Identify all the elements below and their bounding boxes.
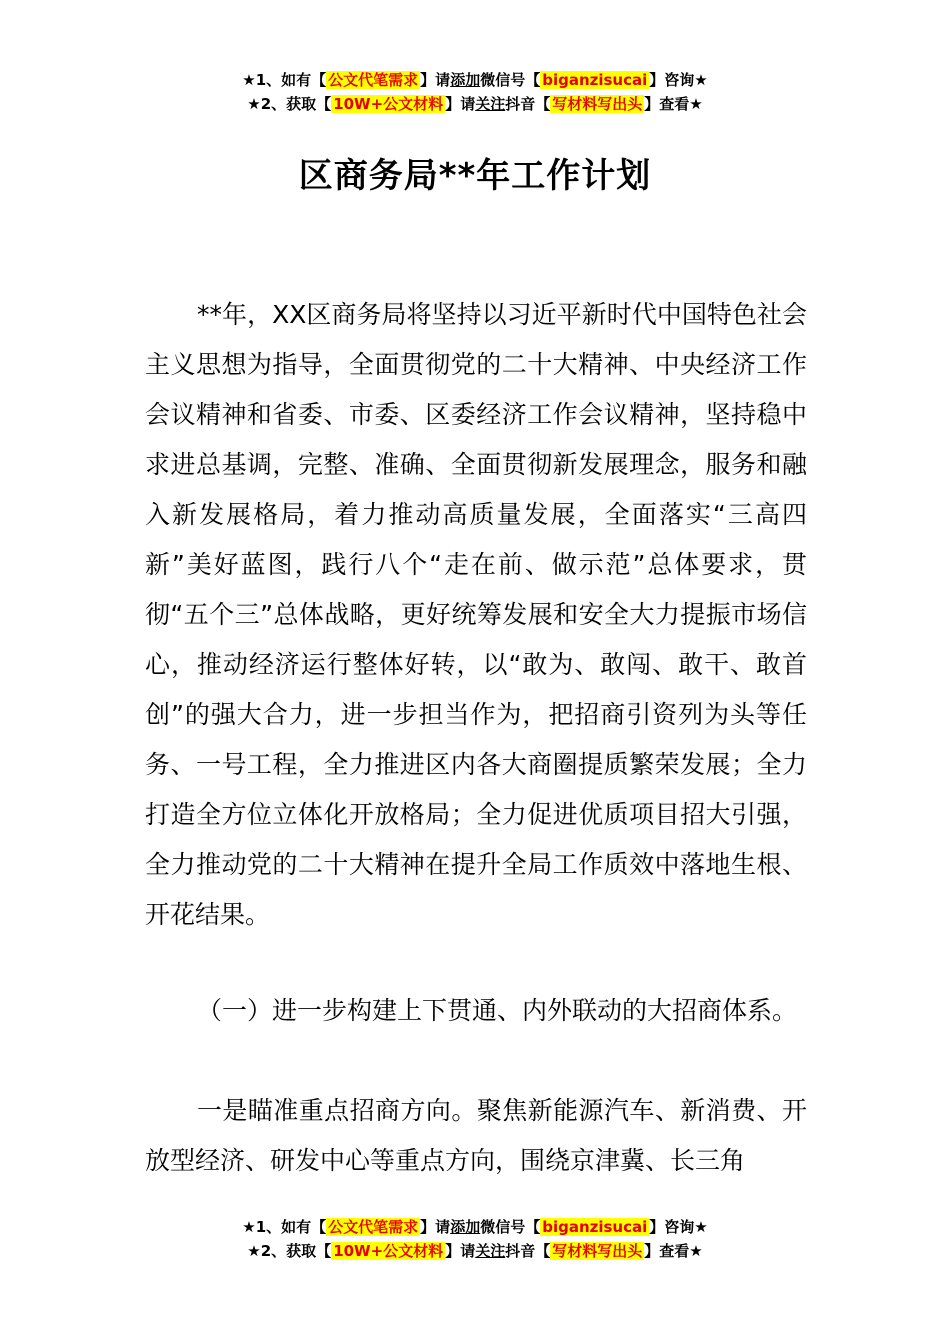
highlight-ghostwriting: 公文代笔需求 <box>328 1218 419 1236</box>
paragraph-intro: **年，XX区商务局将坚持以习近平新时代中国特色社会主义思想为指导，全面贯彻党的二十大精神、中央经济工作会议精神和省委、市委、区委经济工作会议精神，坚持稳中求进总基调，完整、准确、全面贯彻新发展理念，服务和融入新发展格局，着力推动高质量发展，全面落实“三高四新”美好蓝图，践行八个“走在前、做示范”总体要求，贯彻“五个三”总体战略，更好统筹发展和安全大力提振市场信心，推动经济运行整体好转，以“敢为、敢闯、敢干、敢首创”的强大合力，进一步担当作为，把招商引资列为头等任务、一号工程，全力推进区内各大商圈提质繁荣发展；全力打造全方位立体化开放格局；全力促进优质项目招大引强，全力推动党的二十大精神在提升全局工作质效中落地生根、开花结果。 <box>145 300 807 929</box>
highlight-wechat-id: biganzisucai <box>542 1218 648 1236</box>
highlight-douyin: 写材料写出头 <box>552 1242 643 1260</box>
footer-banner <box>0 1215 950 1263</box>
highlight-materials: 10W+公文材料 <box>333 1242 444 1260</box>
section-heading-1: （一）进一步构建上下贯通、内外联动的大招商体系。 <box>197 996 798 1025</box>
highlight-materials: 10W+公文材料 <box>333 95 444 113</box>
highlight-douyin: 写材料写出头 <box>552 95 643 113</box>
banner-line-2: ★2、获取【 10W+公文材料 】请关注抖音【 写材料写出头 】查看★ <box>247 1242 703 1260</box>
header-banner <box>0 68 950 116</box>
paragraph-point-1: 一是瞄准重点招商方向。聚焦新能源汽车、新消费、开放型经济、研发中心等重点方向，围绕京津冀、长三角 <box>145 1096 807 1175</box>
star-icon: ★ <box>247 1242 261 1260</box>
banner-line-1: ★1、如有【 公文代笔需求 】请添加微信号【 biganzisucai 】咨询★ <box>242 1218 708 1236</box>
document-title: 区商务局**年工作计划 <box>298 156 652 196</box>
star-icon: ★ <box>242 1218 256 1236</box>
star-icon: ★ <box>242 71 256 89</box>
star-icon: ★ <box>247 95 261 113</box>
banner-line-1: ★1、如有【 公文代笔需求 】请添加微信号【 biganzisucai 】咨询★ <box>242 71 708 89</box>
highlight-wechat-id: biganzisucai <box>542 71 648 89</box>
banner-line-2: ★2、获取【 10W+公文材料 】请关注抖音【 写材料写出头 】查看★ <box>247 95 703 113</box>
highlight-ghostwriting: 公文代笔需求 <box>328 71 419 89</box>
